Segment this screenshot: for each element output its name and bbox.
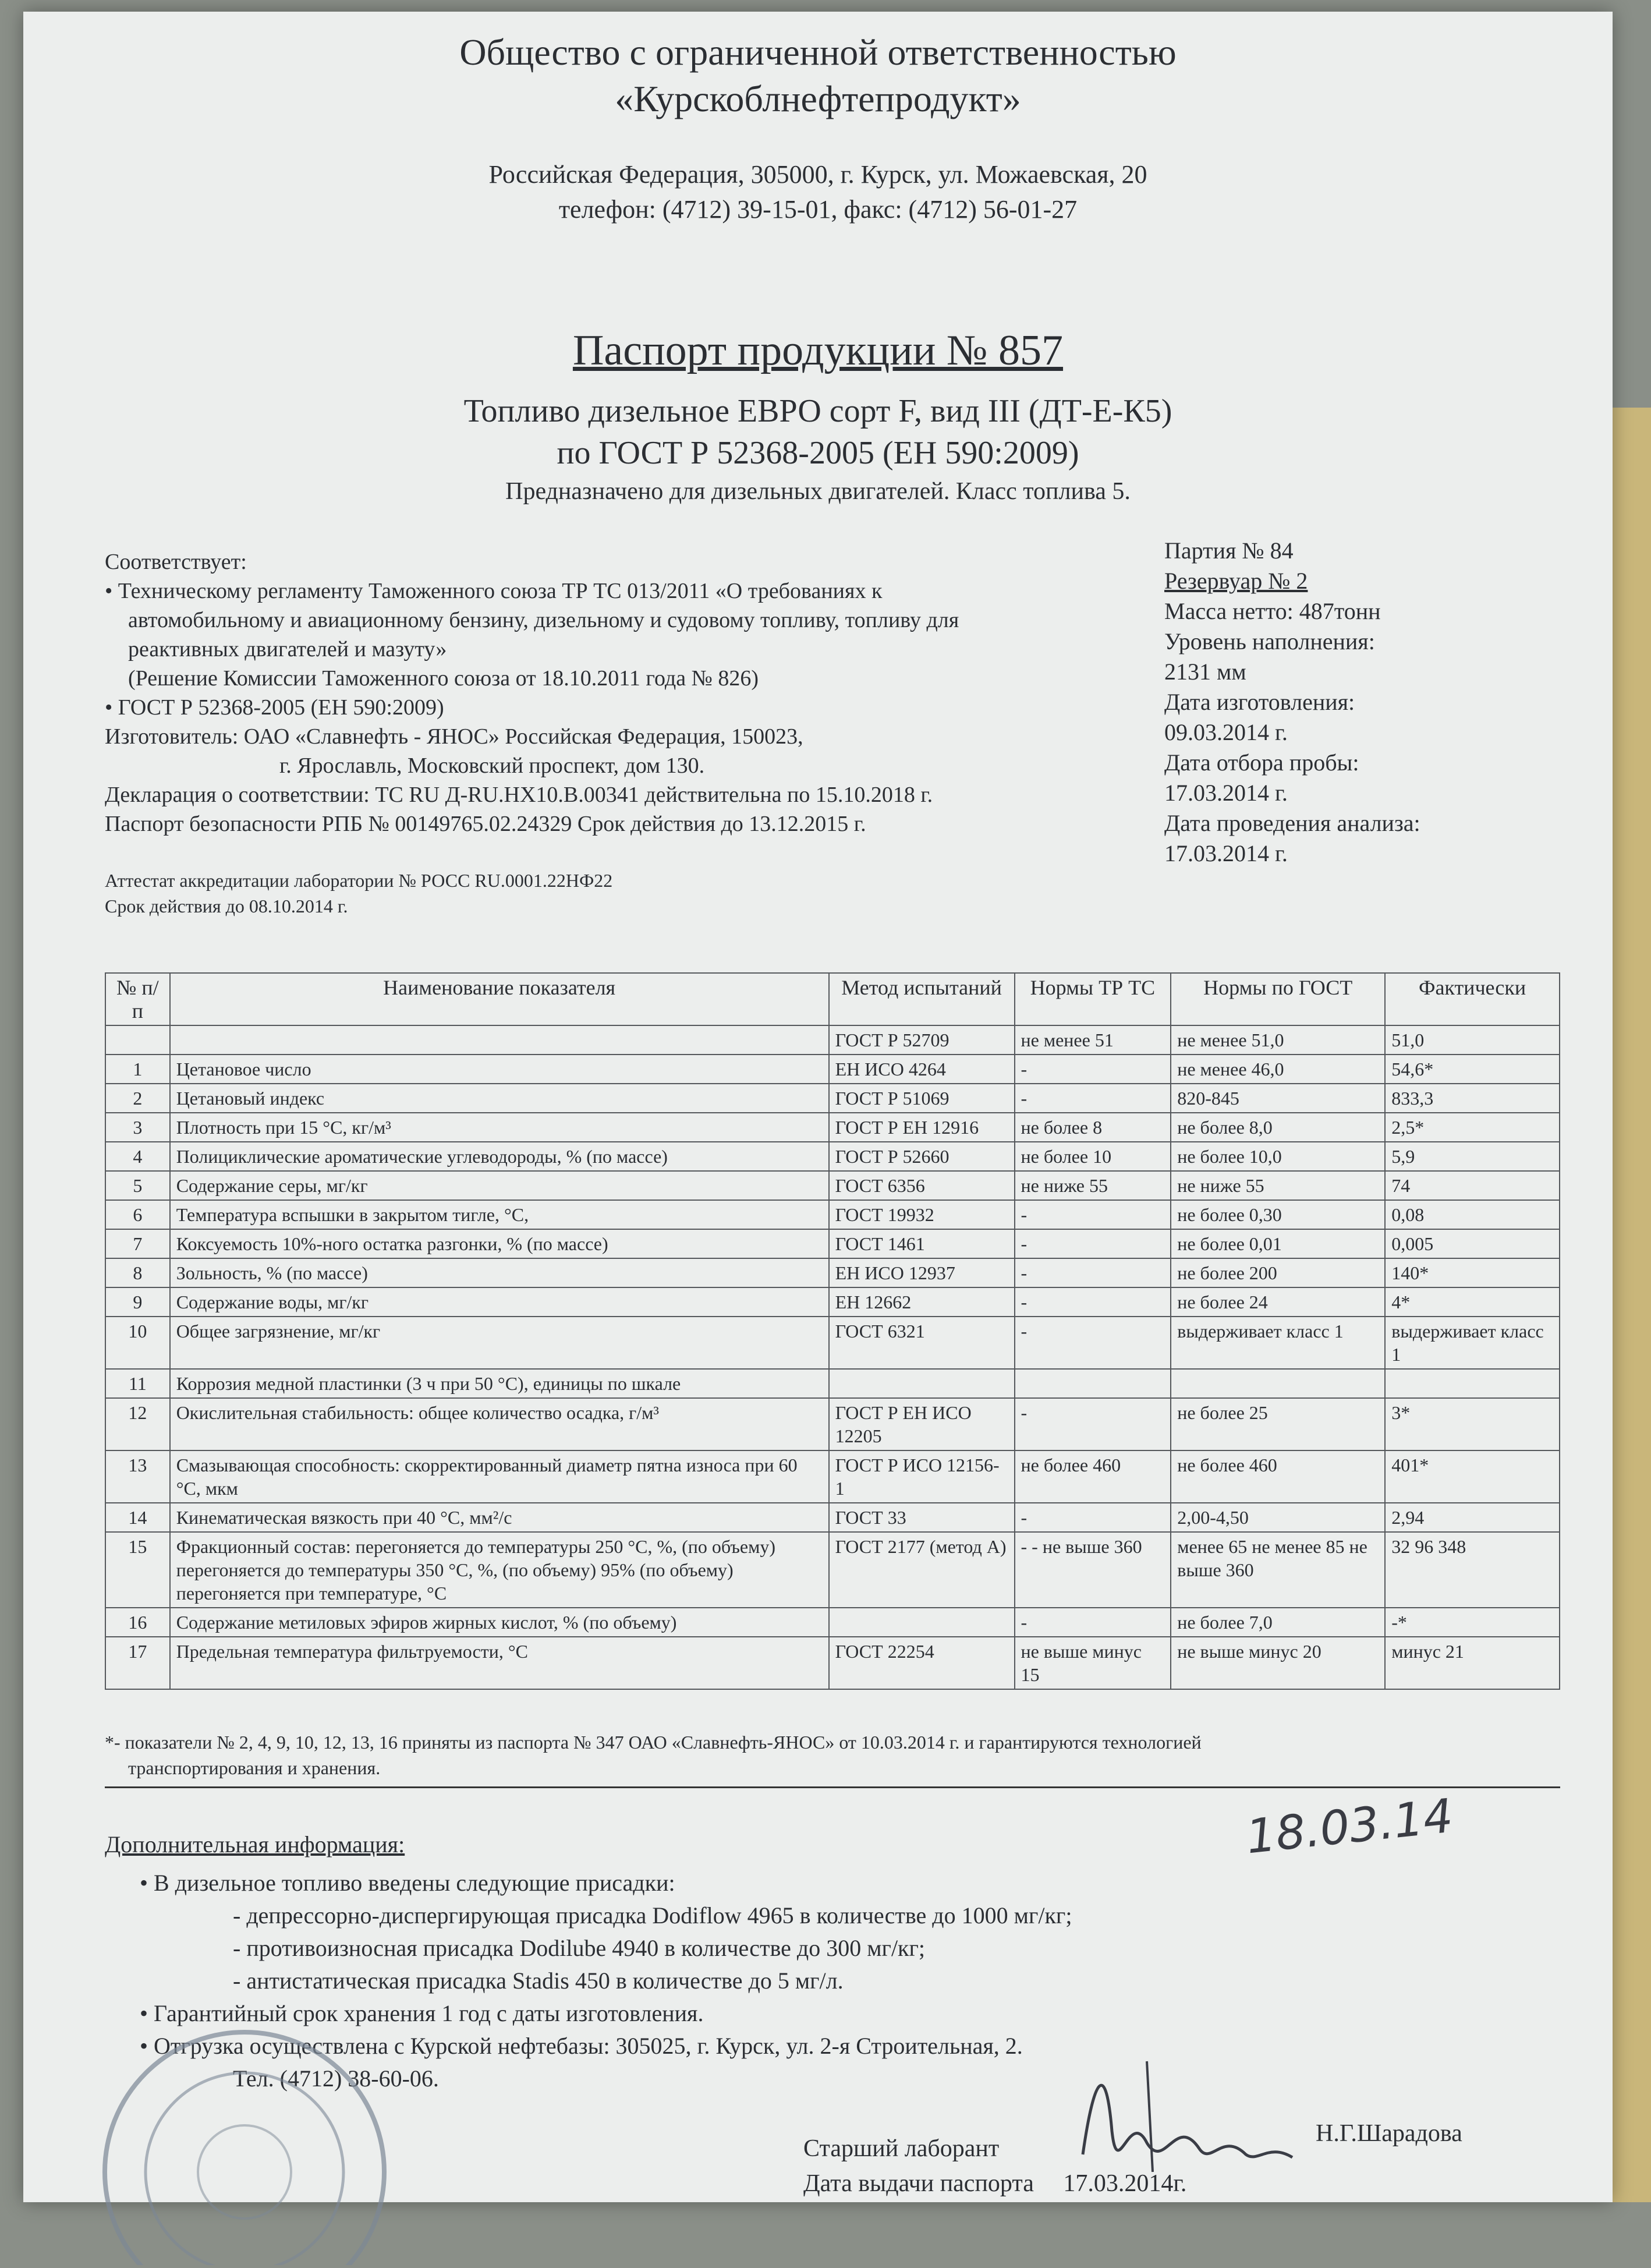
cell-fact: 401*: [1385, 1450, 1560, 1503]
cell-name: Общее загрязнение, мг/кг: [170, 1317, 829, 1369]
cell-fact: 32 96 348: [1385, 1532, 1560, 1608]
table-row: [105, 1317, 1560, 1369]
cell-tr: не менее 51: [1015, 1025, 1171, 1055]
cell-name: Плотность при 15 °С, кг/м³: [170, 1113, 829, 1142]
shipment-phone: Тел. (4712) 38-60-06.: [233, 2065, 439, 2092]
batch-fill-label: Уровень наполнения:: [1164, 628, 1375, 654]
cell-num: 2: [105, 1084, 170, 1113]
cell-num: 11: [105, 1369, 170, 1398]
cell-method: ГОСТ 33: [829, 1503, 1015, 1532]
footnote: [105, 1729, 1560, 1788]
cell-name: Коррозия медной пластинки (3 ч при 50 °С), единицы по шкале: [170, 1369, 829, 1398]
table-row: [105, 1113, 1560, 1142]
cell-tr: не выше минус 15: [1015, 1637, 1171, 1689]
cell-fact: 3*: [1385, 1398, 1560, 1450]
table-row: [105, 1369, 1560, 1398]
cell-method: ГОСТ Р 52660: [829, 1142, 1015, 1171]
product-line2: по ГОСТ Р 52368-2005 (ЕН 590:2009): [557, 435, 1079, 471]
table-row: [105, 1637, 1560, 1689]
cell-method: ЕН ИСО 4264: [829, 1055, 1015, 1084]
cell-fact: 5,9: [1385, 1142, 1560, 1171]
table-row: [105, 1398, 1560, 1450]
company-phone: телефон: (4712) 39-15-01, факс: (4712) 56-01-27: [558, 195, 1078, 224]
cell-name: Зольность, % (по массе): [170, 1258, 829, 1287]
accreditation-line2: Срок действия до 08.10.2014 г.: [105, 896, 348, 917]
cell-name: Содержание серы, мг/кг: [170, 1171, 829, 1200]
cell-num: 3: [105, 1113, 170, 1142]
cell-gost: менее 65 не менее 85 не выше 360: [1171, 1532, 1385, 1608]
cell-gost: не более 0,01: [1171, 1229, 1385, 1258]
header-num: № п/п: [105, 973, 170, 1025]
product-purpose: Предназначено для дизельных двигателей. Класс топлива 5.: [505, 478, 1131, 505]
batch-sample-value: 17.03.2014 г.: [1164, 780, 1288, 806]
signature-block: [803, 2131, 1186, 2201]
cell-num: [105, 1025, 170, 1055]
cell-fact: 0,005: [1385, 1229, 1560, 1258]
cell-fact: -*: [1385, 1608, 1560, 1637]
cell-num: 12: [105, 1398, 170, 1450]
cell-method: ЕН 12662: [829, 1287, 1015, 1317]
table-row: [105, 1503, 1560, 1532]
cell-gost: не более 200: [1171, 1258, 1385, 1287]
cell-gost: не более 8,0: [1171, 1113, 1385, 1142]
cell-gost: выдерживает класс 1: [1171, 1317, 1385, 1369]
cell-gost: не более 10,0: [1171, 1142, 1385, 1171]
cell-gost: не более 460: [1171, 1450, 1385, 1503]
table-row: [105, 1055, 1560, 1084]
cell-tr: -: [1015, 1287, 1171, 1317]
cell-method: [829, 1608, 1015, 1637]
cell-num: 14: [105, 1503, 170, 1532]
shipment: • Отгрузка осуществлена с Курской нефтебазы: 305025, г. Курск, ул. 2-я Строительная, 2.: [140, 2033, 1023, 2059]
cell-name: [170, 1025, 829, 1055]
batch-block: [1164, 536, 1572, 869]
additional-info-heading: Дополнительная информация:: [105, 1831, 405, 1857]
cell-name: Содержание воды, мг/кг: [170, 1287, 829, 1317]
cell-tr: -: [1015, 1258, 1171, 1287]
manufacturer-l2: г. Ярославль, Московский проспект, дом 130.: [279, 753, 705, 778]
cell-name: Смазывающая способность: скорректированный диаметр пятна износа при 60 °С, мкм: [170, 1450, 829, 1503]
conformity-bullet1-l2: автомобильному и авиационному бензину, дизельному и судовому топливу, топливу для: [128, 608, 959, 632]
cell-method: ГОСТ Р ЕН ИСО 12205: [829, 1398, 1015, 1450]
cell-method: ГОСТ Р 52709: [829, 1025, 1015, 1055]
cell-method: ГОСТ 19932: [829, 1200, 1015, 1229]
cell-gost: не более 0,30: [1171, 1200, 1385, 1229]
issue-date-value: 17.03.2014г.: [1063, 2170, 1187, 2197]
issue-date-row: [803, 2166, 1186, 2201]
warranty: • Гарантийный срок хранения 1 год с даты изготовления.: [140, 2000, 704, 2026]
batch-made-label: Дата изготовления:: [1164, 689, 1355, 715]
cell-num: 13: [105, 1450, 170, 1503]
conformity-label: Соответствует:: [105, 550, 247, 574]
cell-name: Окислительная стабильность: общее количество осадка, г/м³: [170, 1398, 829, 1450]
table-header-row: [105, 973, 1560, 1025]
safety-passport: Паспорт безопасности РПБ № 00149765.02.24329 Срок действия до 13.12.2015 г.: [105, 812, 866, 836]
cell-name: Полициклические ароматические углеводороды, % (по массе): [170, 1142, 829, 1171]
product-description: [23, 390, 1613, 474]
accreditation-line1: Аттестат аккредитации лаборатории № РОСС RU.0001.22НФ22: [105, 870, 613, 891]
table-row: [105, 1142, 1560, 1171]
cell-gost: 2,00-4,50: [1171, 1503, 1385, 1532]
cell-method: ГОСТ Р 51069: [829, 1084, 1015, 1113]
cell-fact: [1385, 1369, 1560, 1398]
cell-fact: 51,0: [1385, 1025, 1560, 1055]
cell-gost: не более 25: [1171, 1398, 1385, 1450]
cell-num: 6: [105, 1200, 170, 1229]
cell-gost: не менее 51,0: [1171, 1025, 1385, 1055]
cell-name: Температура вспышки в закрытом тигле, °С,: [170, 1200, 829, 1229]
table-row: [105, 1258, 1560, 1287]
cell-gost: не менее 46,0: [1171, 1055, 1385, 1084]
parameters-table: [105, 972, 1560, 1690]
cell-name: Коксуемость 10%-ного остатка разгонки, % (по массе): [170, 1229, 829, 1258]
cell-name: Цетановое число: [170, 1055, 829, 1084]
cell-num: 9: [105, 1287, 170, 1317]
cell-method: ГОСТ Р ЕН 12916: [829, 1113, 1015, 1142]
cell-name: Цетановый индекс: [170, 1084, 829, 1113]
cell-fact: 54,6*: [1385, 1055, 1560, 1084]
cell-name: Фракционный состав: перегоняется до температуры 250 °С, %, (по объему) перегоняется до температуры 350 °С, %, (по объему) 95% (по объему) перегоняется при температуре, °С: [170, 1532, 829, 1608]
handwritten-date: 18.03.14: [1243, 1788, 1456, 1864]
table-row: [105, 1229, 1560, 1258]
batch-sample-label: Дата отбора пробы:: [1164, 749, 1359, 776]
cell-tr: не более 8: [1015, 1113, 1171, 1142]
issue-date-label: Дата выдачи паспорта: [803, 2170, 1034, 2197]
cell-tr: -: [1015, 1055, 1171, 1084]
cell-fact: 0,08: [1385, 1200, 1560, 1229]
cell-fact: 74: [1385, 1171, 1560, 1200]
cell-method: ГОСТ 6321: [829, 1317, 1015, 1369]
cell-fact: 4*: [1385, 1287, 1560, 1317]
table-body: [105, 1025, 1560, 1689]
cell-tr: не более 10: [1015, 1142, 1171, 1171]
table-row: [105, 1450, 1560, 1503]
cell-num: 16: [105, 1608, 170, 1637]
cell-name: Предельная температура фильтруемости, °С: [170, 1637, 829, 1689]
cell-tr: [1015, 1369, 1171, 1398]
cell-method: ГОСТ 2177 (метод А): [829, 1532, 1015, 1608]
cell-tr: -: [1015, 1200, 1171, 1229]
cell-method: [829, 1369, 1015, 1398]
cell-tr: не ниже 55: [1015, 1171, 1171, 1200]
cell-method: ГОСТ Р ИСО 12156-1: [829, 1450, 1015, 1503]
batch-fill-value: 2131 мм: [1164, 659, 1246, 685]
header-fact: Фактически: [1385, 973, 1560, 1025]
cell-method: ГОСТ 1461: [829, 1229, 1015, 1258]
additive-3: - антистатическая присадка Stadis 450 в количестве до 5 мг/л.: [233, 1968, 844, 1994]
cell-num: 15: [105, 1532, 170, 1608]
cell-num: 4: [105, 1142, 170, 1171]
conformity-bullet1-l1: • Техническому регламенту Таможенного союза ТР ТС 013/2011 «О требованиях к: [105, 579, 883, 603]
table-row: [105, 1200, 1560, 1229]
cell-tr: -: [1015, 1229, 1171, 1258]
conformity-bullet2: • ГОСТ Р 52368-2005 (ЕН 590:2009): [105, 695, 444, 720]
cell-num: 10: [105, 1317, 170, 1369]
footnote-line2: транспортирования и хранения.: [128, 1757, 381, 1778]
company-name: Общество с ограниченной ответственностью: [459, 31, 1177, 73]
additives-intro: • В дизельное топливо введены следующие присадки:: [140, 1870, 675, 1896]
table-row: [105, 1171, 1560, 1200]
cell-method: ЕН ИСО 12937: [829, 1258, 1015, 1287]
cell-tr: -: [1015, 1503, 1171, 1532]
signature-role: Старший лаборант: [803, 2135, 1000, 2162]
table-row: [105, 1084, 1560, 1113]
cell-gost: не ниже 55: [1171, 1171, 1385, 1200]
cell-name: Содержание метиловых эфиров жирных кислот, % (по объему): [170, 1608, 829, 1637]
cell-num: 7: [105, 1229, 170, 1258]
cell-gost: не более 7,0: [1171, 1608, 1385, 1637]
accreditation-block: [105, 868, 612, 919]
cell-tr: -: [1015, 1317, 1171, 1369]
manufacturer-l1: Изготовитель: ОАО «Славнефть - ЯНОС» Российская Федерация, 150023,: [105, 724, 803, 749]
header-gost: Нормы по ГОСТ: [1171, 973, 1385, 1025]
table-row: [105, 1532, 1560, 1608]
cell-gost: не более 24: [1171, 1287, 1385, 1317]
header-method: Метод испытаний: [829, 973, 1015, 1025]
company-address: Российская Федерация, 305000, г. Курск, ул. Можаевская, 20: [488, 160, 1147, 189]
batch-tank: Резервуар № 2: [1164, 568, 1308, 594]
batch-analysis-value: 17.03.2014 г.: [1164, 840, 1288, 866]
table-row: [105, 1608, 1560, 1637]
cell-tr: не более 460: [1015, 1450, 1171, 1503]
cell-fact: 140*: [1385, 1258, 1560, 1287]
passport-title: Паспорт продукции № 857: [572, 327, 1064, 374]
batch-analysis-label: Дата проведения анализа:: [1164, 810, 1420, 836]
cell-name: Кинематическая вязкость при 40 °С, мм²/с: [170, 1503, 829, 1532]
cell-method: ГОСТ 22254: [829, 1637, 1015, 1689]
stamp-icon: [93, 2021, 396, 2265]
cell-fact: 833,3: [1385, 1084, 1560, 1113]
cell-num: 1: [105, 1055, 170, 1084]
table-row: [105, 1287, 1560, 1317]
header-name: Наименование показателя: [170, 973, 829, 1025]
product-line1: Топливо дизельное ЕВРО сорт F, вид III (ДТ-Е-К5): [463, 393, 1172, 429]
cell-gost: 820-845: [1171, 1084, 1385, 1113]
company-brand: «Курскоблнефтепродукт»: [615, 78, 1021, 119]
cell-num: 8: [105, 1258, 170, 1287]
company-address-block: [23, 157, 1613, 227]
table-row: [105, 1025, 1560, 1055]
conformity-bullet1-l3: реактивных двигателей и мазуту»: [128, 637, 447, 661]
cell-gost: [1171, 1369, 1385, 1398]
cell-fact: 2,5*: [1385, 1113, 1560, 1142]
cell-fact: выдерживает класс 1: [1385, 1317, 1560, 1369]
cell-tr: -: [1015, 1398, 1171, 1450]
cell-num: 17: [105, 1637, 170, 1689]
additive-1: - депрессорно-диспергирующая присадка Dodiflow 4965 в количестве до 1000 мг/кг;: [233, 1902, 1072, 1929]
document-sheet: [23, 12, 1613, 2202]
additive-2: - противоизносная присадка Dodilube 4940 в количестве до 300 мг/кг;: [233, 1935, 926, 1961]
cell-method: ГОСТ 6356: [829, 1171, 1015, 1200]
signatory-name: Н.Г.Шарадова: [1316, 2120, 1462, 2147]
cell-num: 5: [105, 1171, 170, 1200]
cell-tr: -: [1015, 1084, 1171, 1113]
batch-mass: Масса нетто: 487тонн: [1164, 598, 1381, 624]
cell-fact: минус 21: [1385, 1637, 1560, 1689]
cell-tr: -: [1015, 1608, 1171, 1637]
footnote-line1: *- показатели № 2, 4, 9, 10, 12, 13, 16 приняты из паспорта № 347 ОАО «Славнефть-ЯНОС» от 10.03.2014 г. и гарантируются технологией: [105, 1732, 1202, 1753]
cell-tr: - - не выше 360: [1015, 1532, 1171, 1608]
header-tr: Нормы ТР ТС: [1015, 973, 1171, 1025]
batch-party: Партия № 84: [1164, 537, 1294, 564]
declaration: Декларация о соответствии: ТС RU Д-RU.НХ10.В.00341 действительна по 15.10.2018 г.: [105, 783, 933, 807]
round-stamp: [93, 2021, 396, 2265]
batch-made-value: 09.03.2014 г.: [1164, 719, 1288, 745]
company-header: [23, 29, 1613, 122]
conformity-block: [105, 547, 1153, 838]
cell-gost: не выше минус 20: [1171, 1637, 1385, 1689]
background-strip: [1613, 408, 1651, 2202]
cell-fact: 2,94: [1385, 1503, 1560, 1532]
conformity-bullet1-l4: (Решение Комиссии Таможенного союза от 18.10.2011 года № 826): [128, 666, 759, 691]
